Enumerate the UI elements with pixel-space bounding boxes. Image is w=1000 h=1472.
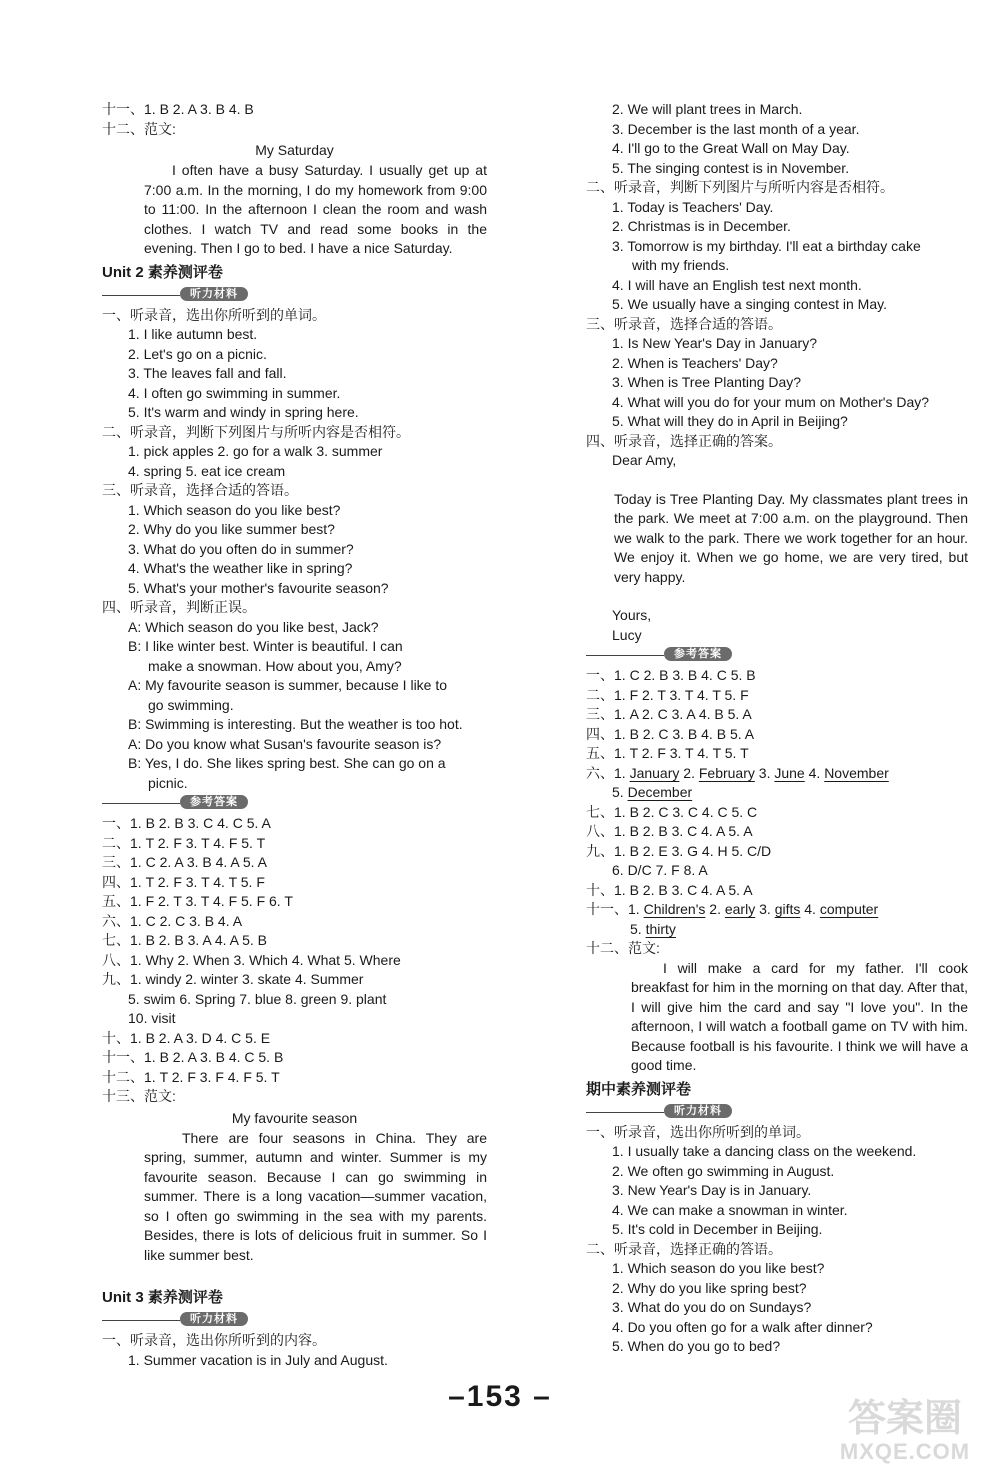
answer-line: 四、1. T 2. F 3. T 4. T 5. F [102, 873, 265, 890]
list-item: 3. December is the last month of a year. [612, 120, 860, 137]
underlined-answer: February [698, 764, 755, 781]
list-item: 1. I usually take a dancing class on the weekend. [612, 1143, 917, 1159]
answer-line: 九、1. B 2. E 3. G 4. H 5. C/D [586, 842, 772, 859]
answer-line: 六、1. January 2. February 3. June 4. November [586, 764, 889, 781]
section-heading: 一、听录音，选出你所听到的内容。 [102, 1332, 326, 1348]
answer-line: 十、1. B 2. B 3. C 4. A 5. A [586, 881, 753, 898]
list-item: 3. What do you do on Sundays? [612, 1299, 812, 1315]
list-item: 2. When is Teachers' Day? [612, 354, 778, 371]
list-item: 2. Why do you like spring best? [612, 1279, 807, 1296]
list-item: 5. It's cold in December in Beijing. [612, 1221, 823, 1237]
watermark-text: 答案圈 [847, 1398, 962, 1440]
section-heading: 一、听录音，选出你所听到的单词。 [586, 1123, 810, 1140]
essay-text: There are four seasons in China. They are spring, summer, autumn and winter. Summer is my favourite season. Because I can go swimming in summer. There is a long vacation—summer vacation, so I often go swimming in the sea with my parents. Besides, there is lots of delicious fruit in summer. So I like summer best. [144, 1129, 487, 1263]
answer-line: 十一、1. B 2. A 3. B 4. C 5. B [102, 1049, 284, 1065]
dialogue-line: A: Which season do you like best, Jack? [128, 618, 379, 635]
letter-body: Today is Tree Planting Day. My classmates plant trees in the park. We meet at 7:00 a.m. on the playground. Then we walk to the park. There we work together for an hour. We enjoy it. When we go home, we are very tired, but very happy. [614, 490, 968, 585]
underlined-answer: December [627, 784, 693, 800]
dialogue-line: picnic. [148, 774, 188, 791]
dialogue-line: B: Yes, I do. She likes spring best. She can go on a [128, 755, 446, 771]
underlined-answer: computer [819, 901, 879, 917]
section-heading: 二、听录音，选择正确的答语。 [586, 1240, 782, 1257]
section-heading: 三、听录音，选择合适的答语。 [586, 315, 782, 332]
list-item: 1. Which season do you like best? [128, 501, 341, 518]
answer-line: 七、1. B 2. C 3. C 4. C 5. C [586, 803, 758, 820]
list-item: 3. The leaves fall and fall. [128, 365, 287, 381]
underlined-answer: Children's [643, 901, 706, 917]
list-item: 4. I often go swimming in summer. [128, 384, 341, 401]
unit-title: 期中素养测评卷 [586, 1080, 692, 1098]
answer-line: 八、1. Why 2. When 3. Which 4. What 5. Where [102, 951, 401, 968]
dialogue-line: A: Do you know what Susan's favourite season is? [128, 735, 442, 752]
list-item: 3. When is Tree Planting Day? [612, 374, 802, 390]
section-heading: 三、听录音，选择合适的答语。 [102, 482, 298, 498]
list-item: 3. Tomorrow is my birthday. I'll eat a birthday cake [612, 237, 921, 254]
list-item: 5. It's warm and windy in spring here. [128, 404, 359, 420]
section-heading: 四、听录音，判断正误。 [102, 599, 256, 615]
list-item: 1. Summer vacation is in July and August. [128, 1351, 388, 1368]
left-column [102, 100, 487, 1370]
dialogue-line: go swimming. [148, 696, 234, 713]
essay-text: I often have a busy Saturday. I usually get up at 7:00 a.m. In the morning, I do my homework from 9:00 to 11:00. In the afternoon I clean the room and wash clothes. I watch TV and read some books in the evening. Then I go to bed. I have a nice Saturday. [144, 162, 487, 256]
underlined-answer: June [774, 764, 805, 781]
answer-line: 二、1. F 2. T 3. T 4. T 5. F [586, 686, 749, 703]
underlined-answer: January [629, 764, 680, 781]
banner-label: 参考答案 [180, 795, 248, 809]
answer-banner [102, 794, 487, 812]
list-item: 2. We often go swimming in August. [612, 1162, 835, 1179]
letter-greeting: Dear Amy, [612, 452, 677, 468]
answer-line: 三、1. A 2. C 3. A 4. B 5. A [586, 706, 752, 722]
list-item: 2. We will plant trees in March. [612, 101, 803, 117]
answer-line: 十、1. B 2. A 3. D 4. C 5. E [102, 1029, 271, 1046]
answer-line: 5. December [612, 784, 693, 800]
list-item: 4. spring 5. eat ice cream [128, 462, 286, 479]
list-item: 3. What do you often do in summer? [128, 540, 354, 557]
list-item: 4. What's the weather like in spring? [128, 560, 353, 576]
banner-label: 听力材料 [180, 287, 248, 301]
essay-title: My favourite season [231, 1109, 358, 1126]
list-item: 2. Let's go on a picnic. [128, 345, 267, 362]
list-item: 4. Do you often go for a walk after dinner? [612, 1318, 873, 1335]
answer-line: 十二、范文: [102, 120, 176, 137]
letter-closing: Yours, [612, 607, 652, 623]
dialogue-line: make a snowman. How about you, Amy? [148, 657, 402, 674]
answer-line: 10. visit [128, 1010, 176, 1026]
list-item: 2. Christmas is in December. [612, 218, 791, 234]
banner-label: 听力材料 [664, 1104, 732, 1118]
unit-title: Unit 3 素养测评卷 [102, 1289, 223, 1306]
underlined-answer: November [824, 764, 889, 781]
list-item: 3. New Year's Day is in January. [612, 1182, 812, 1198]
answer-line: 十三、范文: [102, 1088, 176, 1104]
page-number: –153 – [448, 1380, 552, 1413]
answer-line: 十一、1. B 2. A 3. B 4. B [102, 101, 254, 117]
list-item: 5. When do you go to bed? [612, 1338, 781, 1354]
banner-label: 听力材料 [180, 1312, 248, 1326]
answer-line: 三、1. C 2. A 3. B 4. A 5. A [102, 854, 267, 870]
answer-line: 6. D/C 7. F 8. A [612, 862, 708, 878]
list-item: 1. Is New Year's Day in January? [612, 335, 818, 351]
section-heading: 四、听录音，选择正确的答案。 [586, 432, 782, 449]
letter-signature: Lucy [612, 626, 642, 643]
answer-line: 5. swim 6. Spring 7. blue 8. green 9. plant [128, 990, 387, 1007]
answer-line: 十二、范文: [586, 940, 660, 956]
list-item: 4. What will you do for your mum on Mother's Day? [612, 393, 930, 410]
answer-banner [586, 646, 968, 664]
dialogue-line: B: Swimming is interesting. But the weather is too hot. [128, 716, 463, 732]
list-item: 5. We usually have a singing contest in May. [612, 296, 887, 312]
list-item: with my friends. [632, 257, 730, 273]
underlined-answer: early [724, 901, 756, 917]
essay-title: My Saturday [255, 142, 334, 158]
list-item: 5. The singing contest is in November. [612, 159, 850, 176]
section-heading: 一、听录音，选出你所听到的单词。 [102, 306, 326, 323]
list-item: 4. We can make a snowman in winter. [612, 1201, 848, 1218]
watermark-logo [820, 1398, 990, 1468]
dialogue-line: A: My favourite season is summer, because I like to [128, 677, 448, 693]
right-column [586, 100, 968, 1357]
underlined-answer: thirty [645, 920, 676, 937]
essay-text: I will make a card for my father. I'll cook breakfast for him in the morning on that day. After that, I will give him the card and say "I love you". In the afternoon, I will watch a football game on TV with him. Because football is his favourite. I think we will have a good time. [631, 959, 968, 1073]
banner-label: 参考答案 [664, 647, 732, 661]
answer-line: 5. thirty [630, 920, 676, 937]
answer-line: 十一、1. Children's 2. early 3. gifts 4. computer [586, 901, 879, 917]
answer-line: 一、1. B 2. B 3. C 4. C 5. A [102, 815, 271, 831]
section-heading: 二、听录音，判断下列图片与所听内容是否相符。 [586, 179, 894, 195]
answer-line: 二、1. T 2. F 3. T 4. F 5. T [102, 834, 266, 851]
listening-banner [102, 1311, 487, 1329]
watermark-url: MXQE.COM [839, 1439, 971, 1464]
unit-title: Unit 2 素养测评卷 [102, 263, 223, 281]
answer-line: 一、1. C 2. B 3. B 4. C 5. B [586, 667, 756, 683]
answer-line: 七、1. B 2. B 3. A 4. A 5. B [102, 932, 267, 948]
list-item: 4. I'll go to the Great Wall on May Day. [612, 140, 850, 156]
list-item: 2. Why do you like summer best? [128, 521, 335, 537]
list-item: 4. I will have an English test next month. [612, 276, 862, 293]
answer-line: 五、1. F 2. T 3. T 4. F 5. F 6. T [102, 893, 293, 909]
answer-line: 八、1. B 2. B 3. C 4. A 5. A [586, 823, 753, 839]
list-item: 5. What's your mother's favourite season? [128, 579, 389, 596]
list-item: 1. I like autumn best. [128, 326, 258, 342]
listening-banner [102, 286, 487, 304]
answer-line: 四、1. B 2. C 3. B 4. B 5. A [586, 725, 755, 742]
answer-line: 六、1. C 2. C 3. B 4. A [102, 912, 243, 929]
listening-banner [586, 1103, 968, 1121]
answer-line: 五、1. T 2. F 3. T 4. T 5. T [586, 745, 749, 761]
list-item: 1. Today is Teachers' Day. [612, 198, 774, 215]
dialogue-line: B: I like winter best. Winter is beautiful. I can [128, 638, 403, 654]
section-heading: 二、听录音，判断下列图片与所听内容是否相符。 [102, 423, 410, 440]
answer-line: 九、1. windy 2. winter 3. skate 4. Summer [102, 971, 364, 987]
list-item: 1. Which season do you like best? [612, 1260, 825, 1276]
list-item: 1. pick apples 2. go for a walk 3. summer [128, 443, 383, 459]
underlined-answer: gifts [774, 901, 801, 917]
answer-line: 十二、1. T 2. F 3. F 4. F 5. T [102, 1068, 280, 1085]
list-item: 5. What will they do in April in Beijing? [612, 413, 848, 429]
